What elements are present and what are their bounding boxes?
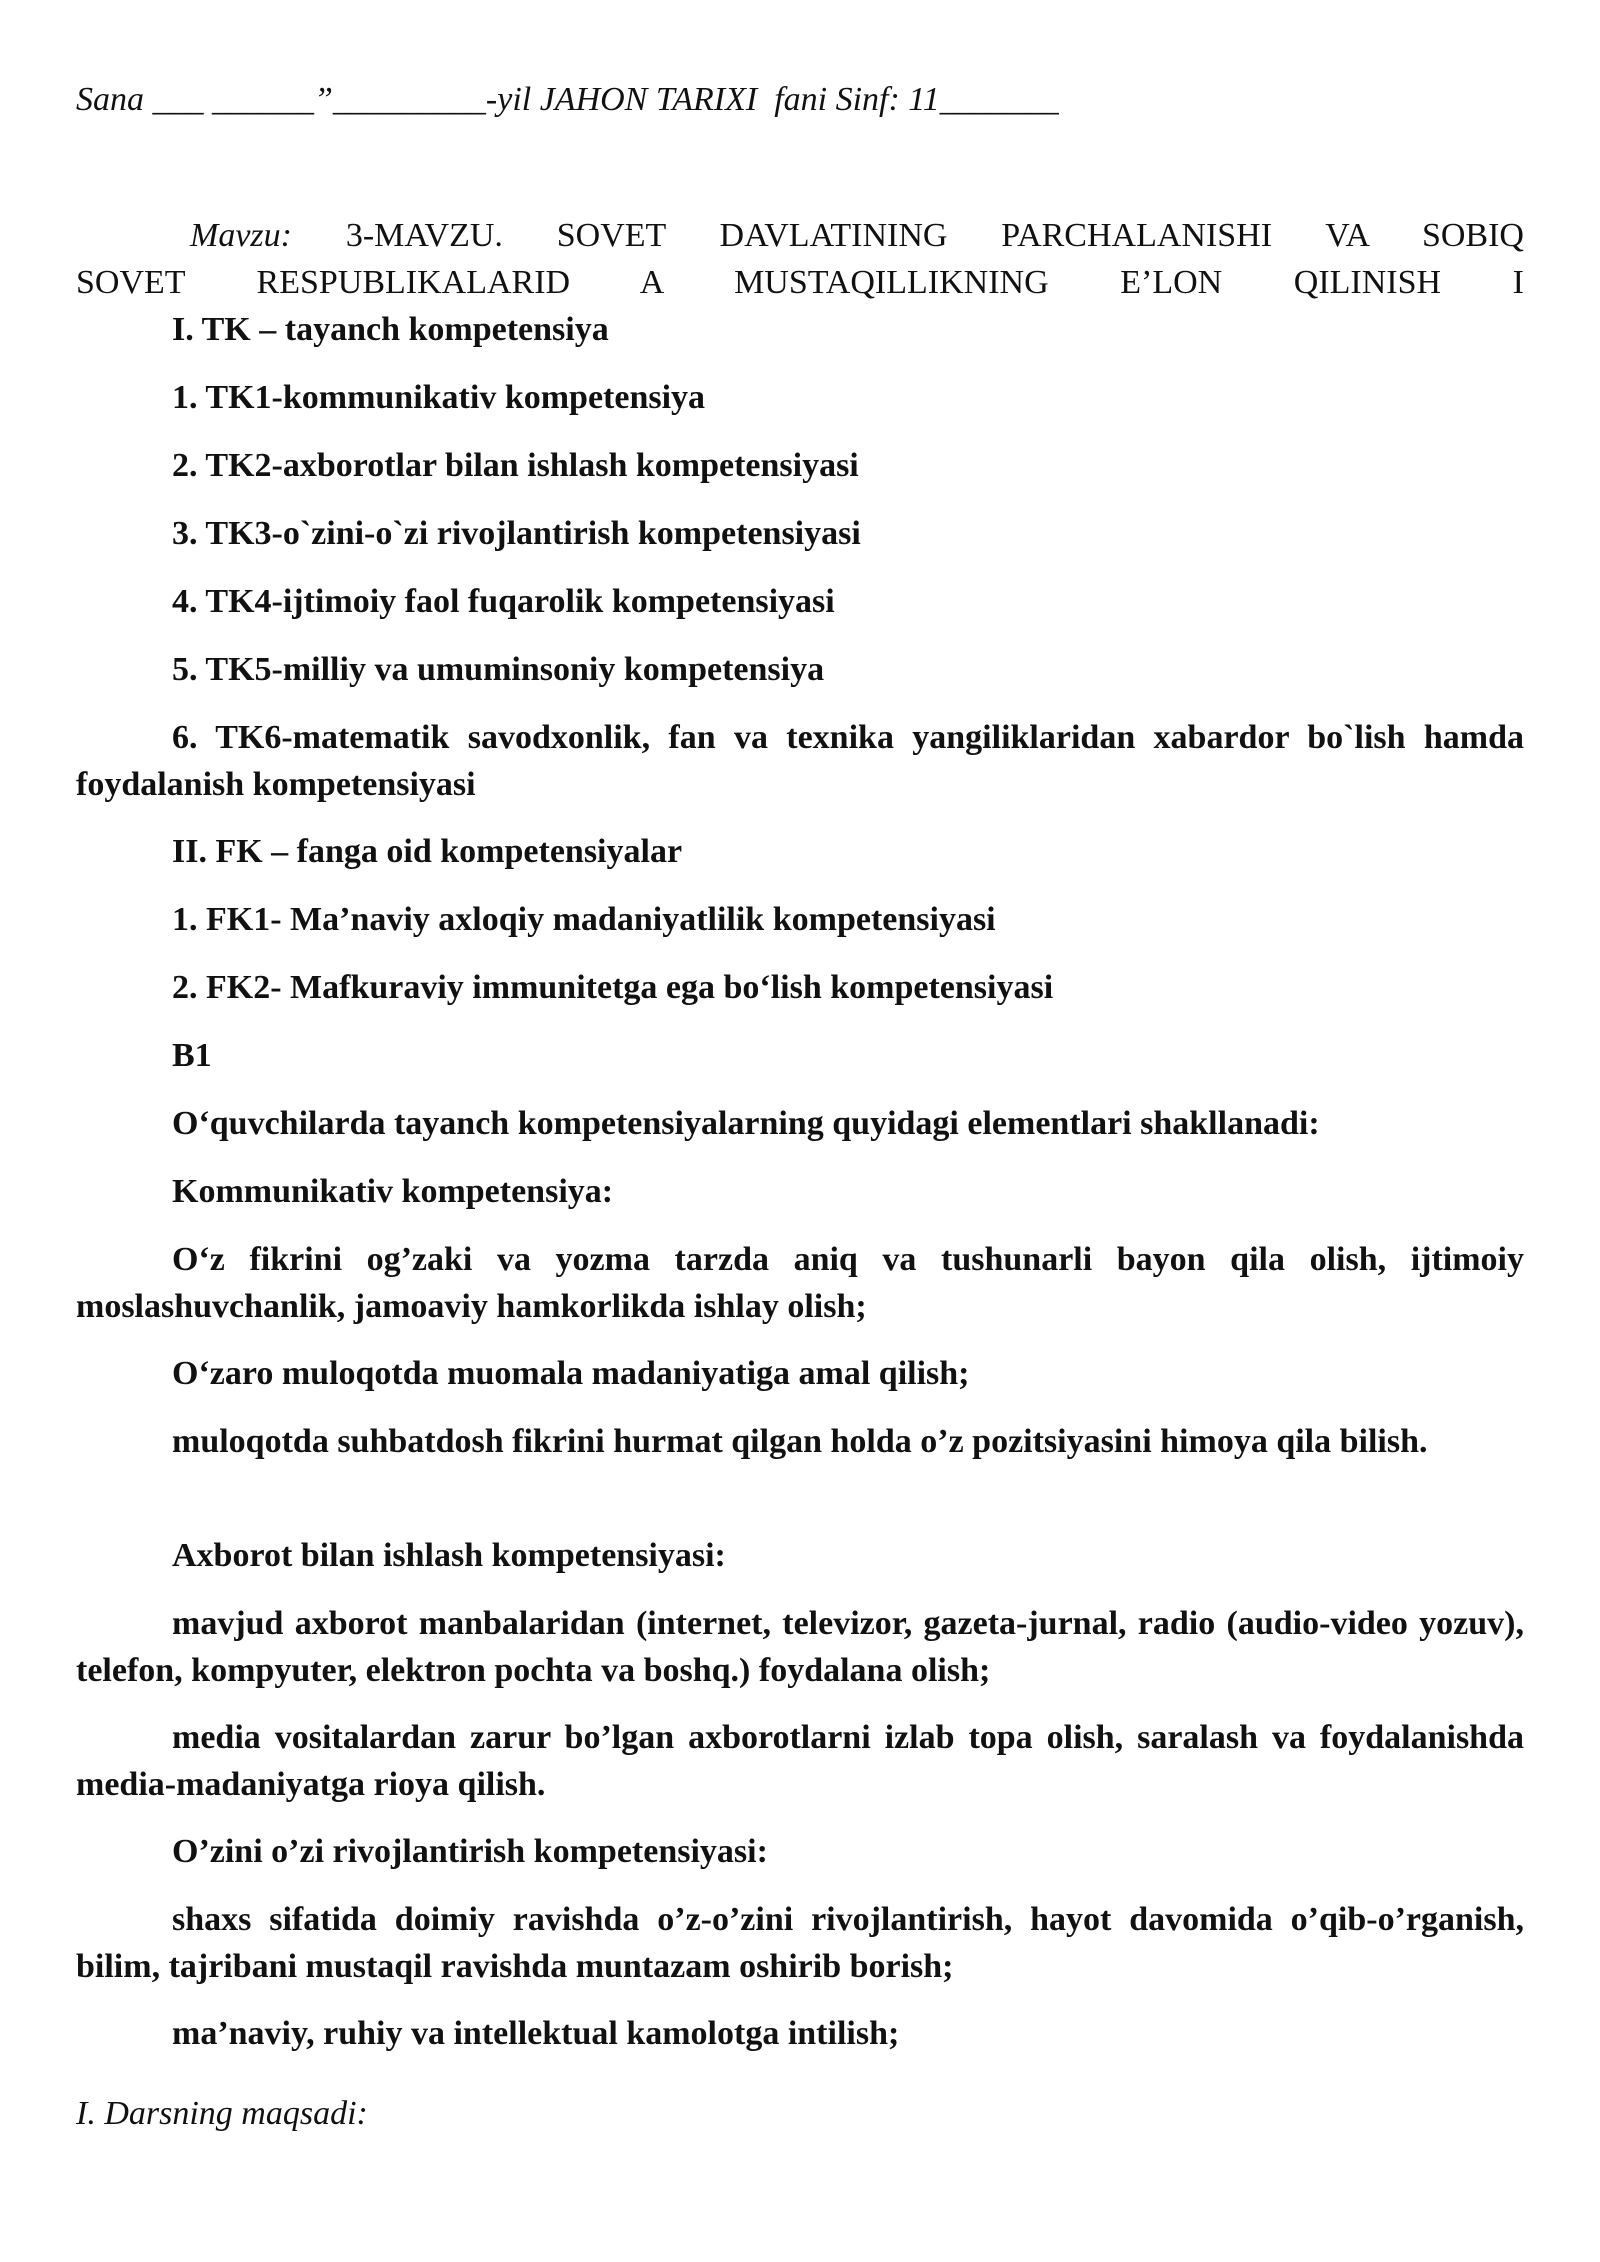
competencies-block-10 xyxy=(76,964,1524,1011)
topic-title-part-1: 3-MAVZU. SOVET DAVLATINING PARCHALANISHI VA SOBIQ xyxy=(345,217,1524,254)
competencies-block-19 xyxy=(76,1714,1524,1808)
information-item-1: mavjud axborot manbalaridan (internet, televizor, gazeta-jurnal, radio (audio-video yozuv), telefon, kompyuter, elektron pochta va boshq.) foydalana olish; xyxy=(76,1605,1524,1689)
list-item-tk1: 1. TK1-kommunikativ kompetensiya xyxy=(172,379,706,416)
lesson-goal-heading: I. Darsning maqsadi: xyxy=(76,2095,368,2132)
competencies-block-12 xyxy=(76,1100,1524,1147)
self-development-item-1: shaxs sifatida doimiy ravishda o’z-o’zini rivojlantirish, hayot davomida o’qib-o’rganish, bilim, tajribani mustaqil ravishda muntazam oshirib borish; xyxy=(76,1901,1524,1985)
competencies-block-3 xyxy=(76,442,1524,489)
list-item-tk5: 5. TK5-milliy va umuminsoniy kompetensiya xyxy=(172,651,825,688)
competencies-block-9 xyxy=(76,896,1524,943)
topic-line-1 xyxy=(76,212,1524,259)
subheading-self-development: O’zini o’zi rivojlantirish kompetensiyasi: xyxy=(172,1833,768,1870)
competencies-block-21 xyxy=(76,1896,1524,1990)
information-item-2: media vositalardan zarur bo’lgan axborotlarni izlab topa olish, saralash va foydalanishda media-madaniyatga rioya qilish. xyxy=(76,1719,1524,1803)
topic-label: Mavzu: xyxy=(190,217,292,254)
competencies-block-7 xyxy=(76,714,1524,808)
subheading-communicative: Kommunikativ kompetensiya: xyxy=(172,1173,614,1210)
competencies-block-15 xyxy=(76,1350,1524,1397)
competencies-block-11 xyxy=(76,1032,1524,1079)
lesson-header: Sana ___ ______”_________-yil JAHON TARIXI fani Sinf: 11_______ xyxy=(76,81,1059,118)
list-item-tk2: 2. TK2-axborotlar bilan ishlash kompetensiyasi xyxy=(172,447,859,484)
communicative-item-1: O‘z fikrini og’zaki va yozma tarzda aniq va tushunarli bayon qila olish, ijtimoiy moslashuvchanlik, jamoaviy hamkorlikda ishlay olish; xyxy=(76,1241,1524,1325)
list-item-tk3: 3. TK3-o`zini-o`zi rivojlantirish kompetensiyasi xyxy=(172,515,861,552)
subheading-information: Axborot bilan ishlash kompetensiyasi: xyxy=(172,1537,726,1574)
section-heading-fk: II. FK – fanga oid kompetensiyalar xyxy=(172,833,683,870)
competencies-block-22 xyxy=(76,2010,1524,2057)
communicative-item-2: O‘zaro muloqotda muomala madaniyatiga amal qilish; xyxy=(172,1355,970,1392)
competencies-block-8 xyxy=(76,828,1524,875)
competencies-block-4 xyxy=(76,510,1524,557)
competencies-block-16 xyxy=(76,1418,1524,1465)
competencies-block-13 xyxy=(76,1168,1524,1215)
competencies-block-20 xyxy=(76,1828,1524,1875)
competencies-block-18 xyxy=(76,1600,1524,1694)
competencies-block-17 xyxy=(76,1532,1524,1579)
competencies-block-2 xyxy=(76,374,1524,421)
lesson-topic xyxy=(76,212,1524,306)
section-heading-tk: I. TK – tayanch kompetensiya xyxy=(172,311,609,348)
list-item-fk1: 1. FK1- Ma’naviy axloqiy madaniyatlilik kompetensiyasi xyxy=(172,901,996,938)
competencies-block-1 xyxy=(76,306,1524,353)
competencies-block-14 xyxy=(76,1236,1524,1330)
elements-intro: O‘quvchilarda tayanch kompetensiyalarning quyidagi elementlari shakllanadi: xyxy=(172,1105,1320,1142)
topic-title-part-2: SOVET RESPUBLIKALARID A MUSTAQILLIKNING E’LON QILINISH I xyxy=(76,264,1524,301)
communicative-item-3: muloqotda suhbatdosh fikrini hurmat qilgan holda o’z pozitsiyasini himoya qila bilish. xyxy=(172,1423,1428,1460)
list-item-tk4: 4. TK4-ijtimoiy faol fuqarolik kompetensiyasi xyxy=(172,583,835,620)
competencies-block-5 xyxy=(76,578,1524,625)
self-development-item-2: ma’naviy, ruhiy va intellektual kamolotga intilish; xyxy=(172,2015,900,2052)
list-item-fk2: 2. FK2- Mafkuraviy immunitetga ega bo‘lish kompetensiyasi xyxy=(172,969,1054,1006)
list-item-tk6: 6. TK6-matematik savodxonlik, fan va texnika yangiliklaridan xabardor bo`lish hamda foydalanish kompetensiyasi xyxy=(76,719,1524,803)
competencies-block-6 xyxy=(76,646,1524,693)
level-label: B1 xyxy=(172,1037,212,1074)
